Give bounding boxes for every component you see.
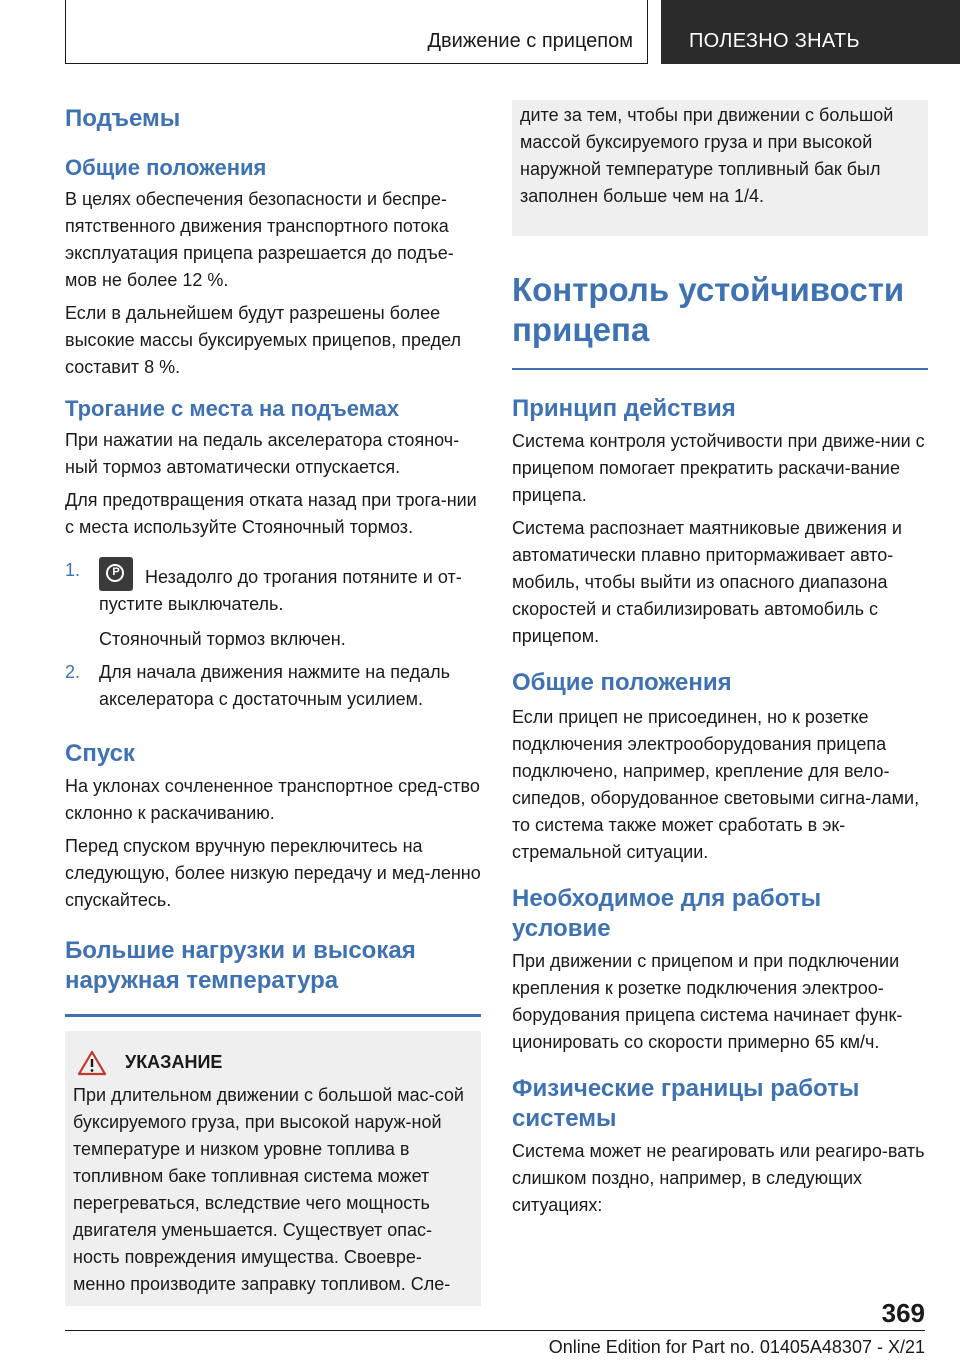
notice-title: УКАЗАНИЕ	[125, 1052, 223, 1072]
para-limits: Система может не реагировать или реагиро-вать слишком поздно, например, в следующих ситуациях:	[512, 1141, 925, 1215]
para-principle-2: Система распознает маятниковые движения и автоматически плавно притормаживает авто-мобиль, чтобы выйти из опасного диапазона скоростей и стабилизировать автомобиль с прицепом.	[512, 518, 902, 646]
parking-brake-icon	[99, 557, 133, 591]
heading-general-right: Общие положения	[512, 669, 732, 696]
heading-condition	[512, 884, 928, 944]
notice-header	[73, 1049, 473, 1076]
heading-trailer-stability	[512, 270, 928, 350]
para-principle-1: Система контроля устойчивости при движе-нии с прицепом помогает прекратить раскачи-вание прицепа.	[512, 431, 925, 505]
heading-limits	[512, 1074, 928, 1134]
heading-heavy-load	[65, 936, 481, 996]
footer-rule	[65, 1330, 925, 1331]
para-starting-2: Для предотвращения отката назад при трога-нии с места используйте Стояночный тормоз.	[65, 490, 477, 537]
step-number: 2.	[65, 662, 81, 682]
header-section-title: Движение с прицепом	[427, 30, 633, 52]
section-rule	[512, 368, 928, 370]
parking-brake-letter: P	[112, 566, 120, 578]
heading-trailer-stability-line-2: прицепа	[512, 311, 650, 348]
page-number: 369	[881, 1298, 925, 1328]
warning-triangle-icon	[77, 1050, 107, 1076]
list-item	[65, 557, 481, 653]
step-result: Стояночный тормоз включен.	[99, 629, 346, 649]
heading-descent: Спуск	[65, 740, 135, 767]
header-category-label: ПОЛЕЗНО ЗНАТЬ	[689, 30, 860, 52]
right-column	[512, 100, 928, 1219]
step-text: Незадолго до трогания потяните и от-пустите выключатель.	[99, 567, 462, 614]
step-text-line	[99, 557, 481, 618]
step-text: Для начала движения нажмите на педаль акселератора с достаточным усилием.	[99, 662, 450, 709]
notice-box	[65, 1031, 481, 1306]
para-starting-1: При нажатии на педаль акселератора стояноч-ный тормоз автоматически отпускается.	[65, 430, 460, 477]
notice-continuation-box	[512, 100, 928, 236]
heading-general-left: Общие положения	[65, 155, 267, 180]
heading-condition-line-1: Необходимое для работы	[512, 885, 822, 912]
para-descent-2: Перед спуском вручную переключитесь на следующую, более низкую передачу и мед-ленно спускайтесь.	[65, 836, 481, 910]
para-descent-1: На уклонах сочлененное транспортное сред-ство склонно к раскачиванию.	[65, 776, 480, 823]
section-rule	[65, 1014, 481, 1017]
heading-starting: Трогание с места на подъемах	[65, 396, 400, 421]
heading-slopes: Подъемы	[65, 105, 181, 132]
para-general-right: Если прицеп не присоединен, но к розетке подключения электрооборудования прицепа подключено, например, крепление для вело-сипедов, оборудованное световыми сигна-лами, то система также может сработать в эк-стремальной ситуации.	[512, 707, 920, 862]
notice-text: При длительном движении с большой мас-сой буксируемого груза, при высокой наруж-ной температуре и низком уровне топлива в топливном баке топливная система может перегреваться, вследствие чего мощность двигателя уменьшается. Существует опас-ность повреждения имущества. Своевре-менно производите заправку топливом. Сле-	[73, 1085, 464, 1294]
heading-limits-line-2: системы	[512, 1105, 617, 1132]
footer-edition: Online Edition for Part no. 01405A48307 - X/21	[548, 1337, 925, 1357]
header-category-tab	[661, 0, 960, 64]
para-condition: При движении с прицепом и при подключении крепления к розетке подключения электроо-борудования прицепа система начинает функ-ционировать со скорости примерно 65 км/ч.	[512, 951, 903, 1052]
para-general-1: В целях обеспечения безопасности и беспре-пятственного движения транспортного потока эксплуатация прицепа разрешается до подъе-мов не более 12 %.	[65, 189, 454, 290]
heading-limits-line-1: Физические границы работы	[512, 1075, 860, 1102]
steps-list	[65, 557, 481, 713]
notice-continuation-text: дите за тем, чтобы при движении с большой массой буксируемого груза и при высокой наружной температуре топливный бак был заполнен больше чем на 1/4.	[520, 105, 894, 206]
heading-heavy-load-line-2: наружная температура	[65, 967, 339, 994]
step-body	[99, 557, 481, 653]
left-column	[65, 100, 481, 1306]
header-section-box	[65, 0, 648, 64]
heading-principle: Принцип действия	[512, 395, 736, 422]
step-number: 1.	[65, 560, 81, 580]
heading-trailer-stability-line-1: Контроль устойчивости	[512, 271, 905, 308]
list-item	[65, 659, 481, 713]
heading-condition-line-2: условие	[512, 915, 611, 942]
para-general-2: Если в дальнейшем будут разрешены более высокие массы буксируемых прицепов, предел составит 8 %.	[65, 303, 461, 377]
heading-heavy-load-line-1: Большие нагрузки и высокая	[65, 937, 416, 964]
step-body	[99, 659, 481, 713]
